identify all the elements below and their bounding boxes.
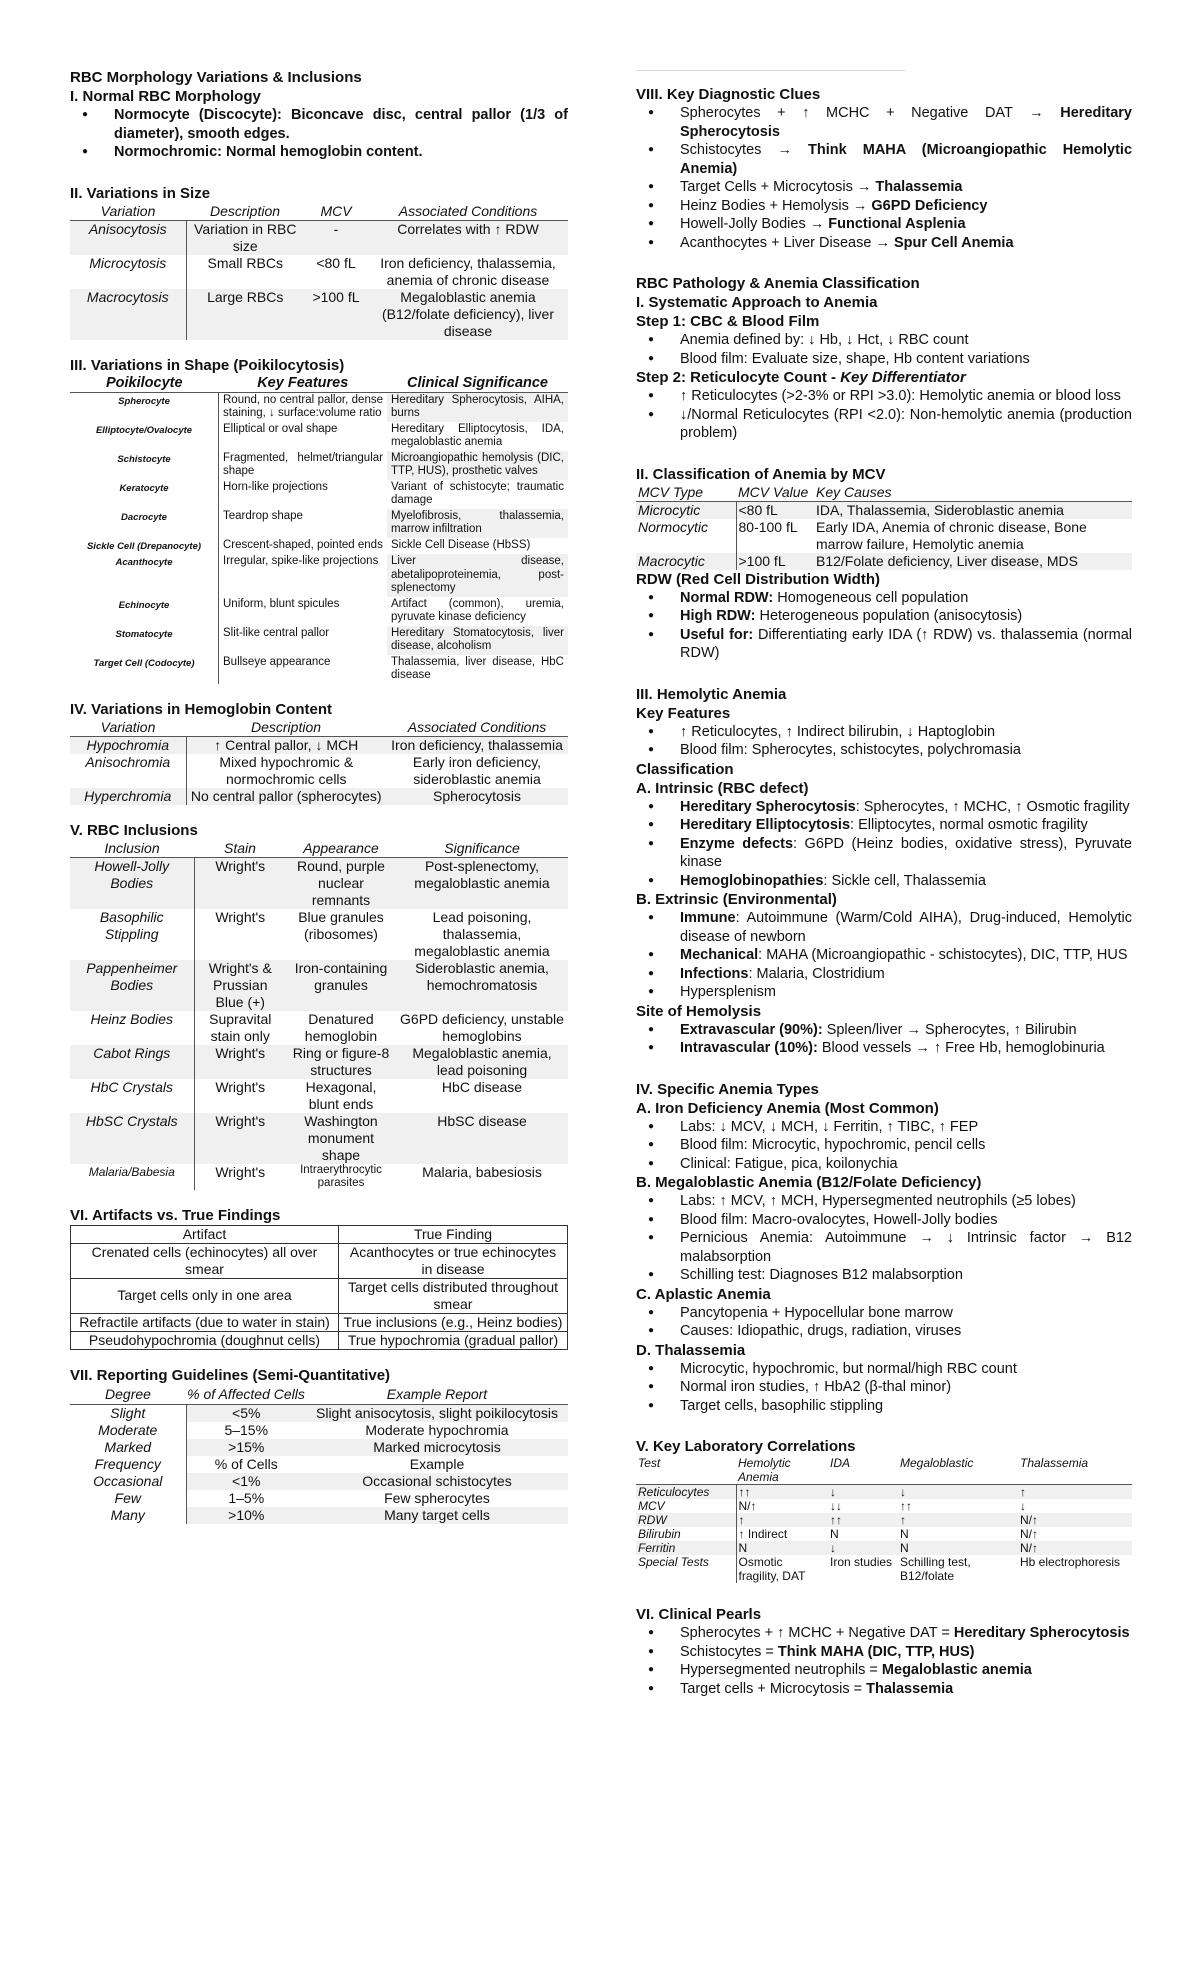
list-item: ● Hypersegmented neutrophils = Megaloblastic anemia [636,1661,1132,1680]
mcv-table [636,484,1132,570]
table-row: Stomatocyte Slit-like central pallor Hereditary Stomatocytosis, liver disease, alcoholism [70,626,568,655]
lab-correlations-table [636,1456,1132,1583]
table-header: MCV [304,203,368,221]
list-item: ● Hypersplenism [636,983,1132,1002]
table-header: Associated Conditions [368,203,568,221]
table-row: Cabot Rings Wright's Ring or figure-8 structures Megaloblastic anemia, lead poisoning [70,1045,568,1079]
table-row: Schistocyte Fragmented, helmet/triangular shape Microangiopathic hemolysis (DIC, TTP, HUS), prosthetic valves [70,451,568,480]
list-item: ● Howell-Jolly Bodies → Functional Asplenia [636,215,1132,234]
list-item: ● Schistocytes → Think MAHA (Microangiopathic Hemolytic Anemia) [636,141,1132,178]
table-row: Spherocyte Round, no central pallor, dense staining, ↓ surface:volume ratio Hereditary Spherocytosis, AIHA, burns [70,392,568,422]
list-item: ● Useful for: Differentiating early IDA (↑ RDW) vs. thalassemia (normal RDW) [636,626,1132,663]
table-header: Stain [194,840,286,858]
diagnostic-clues-list [636,104,1132,252]
list-item: ● Blood film: Spherocytes, schistocytes, polychromasia [636,741,1132,760]
table-row: Special Tests Osmotic fragility, DAT Iron studies Schilling test, B12/folate Hb electrophoresis [638,1555,1121,1583]
section-shape-heading: III. Variations in Shape (Poikilocytosis) [70,356,345,374]
list-item: ● Mechanical: MAHA (Microangiopathic - schistocytes), DIC, TTP, HUS [636,946,1132,965]
table-row: Keratocyte Horn-like projections Variant of schistocyte; traumatic damage [70,480,568,509]
list-item: ● Clinical: Fatigue, pica, koilonychia [636,1155,1132,1174]
rdw-heading: RDW (Red Cell Distribution Width) [636,570,880,588]
list-item: ● Normocyte (Discocyte): Biconcave disc, central pallor (1/3 of diameter), smooth edges. [70,106,568,143]
table-header: Degree [70,1385,186,1405]
list-item: ● Blood film: Macro-ovalocytes, Howell-Jolly bodies [636,1211,1132,1230]
artifacts-table [70,1225,568,1350]
table-row: Pseudohypochromia (doughnut cells) True hypochromia (gradual pallor) [71,1331,568,1349]
table-row: Basophilic Stippling Wright's Blue granules (ribosomes) Lead poisoning, thalassemia, megaloblastic anemia [70,909,568,960]
clinical-pearls-list [636,1624,1132,1698]
list-item: ● Target cells + Microcytosis = Thalassemia [636,1680,1132,1699]
table-row: Bilirubin ↑ Indirect N N N/↑ [638,1527,1038,1541]
site-list [636,1021,1132,1058]
table-row: Target Cell (Codocyte) Bullseye appearance Thalassemia, liver disease, HbC disease [70,655,568,684]
list-item: ● Spherocytes + ↑ MCHC + Negative DAT → Hereditary Spherocytosis [636,104,1132,141]
table-header: Key Causes [814,484,1132,502]
list-item: ● Pancytopenia + Hypocellular bone marrow [636,1304,1132,1323]
table-row: Hyperchromia No central pallor (spherocytes) Spherocytosis [70,788,568,805]
intrinsic-list [636,798,1132,891]
list-item: ● Normal RDW: Homogeneous cell population [636,589,1132,608]
table-header: MCV Type [636,484,736,502]
step2-heading: Step 2: Reticulocyte Count - Key Differentiator [636,369,966,386]
size-table [70,203,568,340]
list-item: ● Schilling test: Diagnoses B12 malabsorption [636,1266,1132,1285]
megaloblastic-list [636,1192,1132,1285]
intrinsic-heading: A. Intrinsic (RBC defect) [636,779,809,797]
table-row: Crenated cells (echinocytes) all over smear Acanthocytes or true echinocytes in disease [71,1243,568,1278]
inclusions-table [70,840,568,1190]
list-item: ● Anemia defined by: ↓ Hb, ↓ Hct, ↓ RBC count [636,331,1132,350]
reporting-table [70,1385,568,1524]
list-item: ● Target cells, basophilic stippling [636,1397,1132,1416]
list-item: ● Target Cells + Microcytosis → Thalassemia [636,178,1132,197]
table-row: Macrocytic >100 fL B12/Folate deficiency, Liver disease, MDS [636,553,1132,570]
key-features-heading: Key Features [636,704,731,722]
section-mcv-heading: II. Classification of Anemia by MCV [636,465,886,483]
table-row: MCV N/↑ ↓↓ ↑↑ ↓ [638,1499,1026,1513]
rdw-list [636,589,1132,663]
ida-list [636,1118,1132,1174]
table-row: Hypochromia ↑ Central pallor, ↓ MCH Iron deficiency, thalassemia [70,736,568,754]
table-header: Description [186,203,304,221]
list-item: ● Pernicious Anemia: Autoimmune → ↓ Intrinsic factor → B12 malabsorption [636,1229,1132,1266]
classification-heading: Classification [636,760,734,778]
table-row: Target cells only in one area Target cells distributed throughout smear [71,1278,568,1313]
section-reporting-heading: VII. Reporting Guidelines (Semi-Quantitative) [70,1366,391,1384]
list-item: ● ↓/Normal Reticulocytes (RPI <2.0): Non-hemolytic anemia (production problem) [636,406,1132,443]
section-clues-heading: VIII. Key Diagnostic Clues [636,86,821,103]
table-row: Normocytic 80-100 fL Early IDA, Anemia of chronic disease, Bone marrow failure, Hemolytic anemia [638,518,1087,552]
list-item: ● Normochromic: Normal hemoglobin content. [70,143,568,162]
table-header: MCV Value [736,484,814,502]
list-item: ● Extravascular (90%): Spleen/liver → Spherocytes, ↑ Bilirubin [636,1021,1132,1040]
table-header: Hemolytic Anemia [736,1456,828,1485]
table-row: Sickle Cell (Drepanocyte) Crescent-shaped, pointed ends Sickle Cell Disease (HbSS) [70,538,568,555]
thalassemia-heading: D. Thalassemia [636,1341,746,1359]
table-row: RDW ↑ ↑↑ ↑ N/↑ [636,1513,1132,1527]
table-row: Acanthocyte Irregular, spike-like projections Liver disease, abetalipoproteinemia, post-splenectomy [70,554,568,597]
table-row: Frequency % of Cells Example [70,1456,568,1473]
table-header: Poikilocyte [70,375,219,393]
section-hemoglobin-heading: IV. Variations in Hemoglobin Content [70,700,332,718]
table-header: Variation [70,203,186,221]
table-row: Macrocytosis Large RBCs >100 fL Megaloblastic anemia (B12/folate deficiency), liver disease [70,289,568,340]
shape-table [70,375,568,684]
table-header: Appearance [286,840,396,858]
list-item: ● ↑ Reticulocytes, ↑ Indirect bilirubin, ↓ Haptoglobin [636,723,1132,742]
list-item: ● High RDW: Heterogeneous population (anisocytosis) [636,607,1132,626]
table-header: Inclusion [70,840,194,858]
table-row: HbC Crystals Wright's Hexagonal, blunt ends HbC disease [70,1079,568,1113]
megaloblastic-heading: B. Megaloblastic Anemia (B12/Folate Deficiency) [636,1174,982,1191]
table-header: Megaloblastic [898,1456,1018,1485]
page-title: RBC Morphology Variations & Inclusions [70,69,362,86]
section-approach-heading: I. Systematic Approach to Anemia [636,294,878,311]
site-heading: Site of Hemolysis [636,1002,762,1020]
table-header: Variation [70,719,186,737]
list-item: ● Labs: ↑ MCV, ↑ MCH, Hypersegmented neutrophils (≥5 lobes) [636,1192,1132,1211]
table-row: Many >10% Many target cells [70,1507,568,1524]
section-specific-heading: IV. Specific Anemia Types [636,1080,819,1098]
table-row: Elliptocyte/Ovalocyte Elliptical or oval shape Hereditary Elliptocytosis, IDA, megaloblastic anemia [70,422,568,451]
table-row: Dacrocyte Teardrop shape Myelofibrosis, thalassemia, marrow infiltration [70,509,568,538]
table-header: True Finding [339,1225,568,1243]
top-divider [636,70,906,71]
table-row: Few 1–5% Few spherocytes [70,1490,568,1507]
table-row: Moderate 5–15% Moderate hypochromia [70,1422,568,1439]
section-artifacts-heading: VI. Artifacts vs. True Findings [70,1206,281,1224]
table-row: Ferritin N ↓ N N/↑ [636,1541,1132,1555]
table-row: Anisochromia Mixed hypochromic & normochromic cells Early iron deficiency, sideroblastic anemia [70,754,568,788]
list-item: ● Spherocytes + ↑ MCHC + Negative DAT = Hereditary Spherocytosis [636,1624,1132,1643]
left-column [70,68,568,1524]
table-row: Marked >15% Marked microcytosis [70,1439,568,1456]
table-row: Microcytic <80 fL IDA, Thalassemia, Sideroblastic anemia [636,501,1132,519]
table-header: Test [636,1456,736,1485]
anemia-title: RBC Pathology & Anemia Classification [636,275,920,292]
list-item: ● Enzyme defects: G6PD (Heinz bodies, oxidative stress), Pyruvate kinase [636,835,1132,872]
table-header: % of Affected Cells [186,1385,306,1405]
section-inclusions-heading: V. RBC Inclusions [70,821,198,839]
list-item: ● ↑ Reticulocytes (>2-3% or RPI >3.0): Hemolytic anemia or blood loss [636,387,1132,406]
ida-heading: A. Iron Deficiency Anemia (Most Common) [636,1099,939,1117]
table-row: Slight <5% Slight anisocytosis, slight poikilocytosis [70,1404,568,1422]
table-header: Significance [396,840,568,858]
right-column [636,85,1132,1698]
list-item: ● Hereditary Spherocytosis: Spherocytes, ↑ MCHC, ↑ Osmotic fragility [636,798,1132,817]
table-row: Howell-Jolly Bodies Wright's Round, purple nuclear remnants Post-splenectomy, megaloblastic anemia [70,857,568,909]
aplastic-heading: C. Aplastic Anemia [636,1285,771,1303]
extrinsic-heading: B. Extrinsic (Environmental) [636,891,837,908]
list-item: ● Labs: ↓ MCV, ↓ MCH, ↓ Ferritin, ↑ TIBC, ↑ FEP [636,1118,1132,1137]
table-row: Malaria/Babesia Wright's Intraerythrocytic parasites Malaria, babesiosis [70,1164,568,1190]
table-header: Key Features [219,375,388,393]
normal-morphology-list [70,106,568,162]
table-header: Description [186,719,386,737]
table-row: Anisocytosis Variation in RBC size - Correlates with ↑ RDW [70,220,568,255]
table-header: Thalassemia [1018,1456,1132,1485]
table-header: Artifact [71,1225,339,1243]
list-item: ● Blood film: Microcytic, hypochromic, pencil cells [636,1136,1132,1155]
section-lab-heading: V. Key Laboratory Correlations [636,1438,856,1455]
list-item: ● Causes: Idiopathic, drugs, radiation, viruses [636,1322,1132,1341]
table-row: Echinocyte Uniform, blunt spicules Artifact (common), uremia, pyruvate kinase deficiency [70,597,568,626]
table-row: HbSC Crystals Wright's Washington monument shape HbSC disease [70,1113,568,1164]
step1-heading: Step 1: CBC & Blood Film [636,313,820,330]
list-item: ● Infections: Malaria, Clostridium [636,965,1132,984]
table-row: Refractile artifacts (due to water in stain) True inclusions (e.g., Heinz bodies) [71,1313,568,1331]
table-header: Clinical Significance [387,375,568,393]
list-item: ● Immune: Autoimmune (Warm/Cold AIHA), Drug-induced, Hemolytic disease of newborn [636,909,1132,946]
table-header: IDA [828,1456,898,1485]
section-pearls-heading: VI. Clinical Pearls [636,1606,762,1623]
table-row: Microcytosis Small RBCs <80 fL Iron deficiency, thalassemia, anemia of chronic disease [70,255,568,289]
extrinsic-list [636,909,1132,1002]
section-hemolytic-heading: III. Hemolytic Anemia [636,685,787,703]
step2-list [636,387,1132,443]
list-item: ● Blood film: Evaluate size, shape, Hb content variations [636,350,1132,369]
list-item: ● Heinz Bodies + Hemolysis → G6PD Deficiency [636,197,1132,216]
section-size-heading: II. Variations in Size [70,184,211,202]
table-row: Pappenheimer Bodies Wright's & Prussian Blue (+) Iron-containing granules Sideroblastic anemia, hemochromatosis [70,960,568,1011]
table-header: Example Report [306,1385,568,1405]
list-item: ● Intravascular (10%): Blood vessels → ↑ Free Hb, hemoglobinuria [636,1039,1132,1058]
list-item: ● Normal iron studies, ↑ HbA2 (β-thal minor) [636,1378,1132,1397]
section-normal-heading: I. Normal RBC Morphology [70,88,261,105]
list-item: ● Hemoglobinopathies: Sickle cell, Thalassemia [636,872,1132,891]
aplastic-list [636,1304,1132,1341]
table-row: Reticulocytes ↑↑ ↓ ↓ ↑ [636,1485,1132,1500]
thalassemia-list [636,1360,1132,1416]
hemoglobin-table [70,719,568,805]
key-features-list [636,723,1132,760]
table-row: Heinz Bodies Supravital stain only Denatured hemoglobin G6PD deficiency, unstable hemoglobins [70,1011,568,1045]
table-header: Associated Conditions [386,719,568,737]
table-row: Occasional <1% Occasional schistocytes [70,1473,568,1490]
list-item: ● Hereditary Elliptocytosis: Elliptocytes, normal osmotic fragility [636,816,1132,835]
list-item: ● Schistocytes = Think MAHA (DIC, TTP, HUS) [636,1643,1132,1662]
list-item: ● Microcytic, hypochromic, but normal/high RBC count [636,1360,1132,1379]
step1-list [636,331,1132,368]
list-item: ● Acanthocytes + Liver Disease → Spur Cell Anemia [636,234,1132,253]
